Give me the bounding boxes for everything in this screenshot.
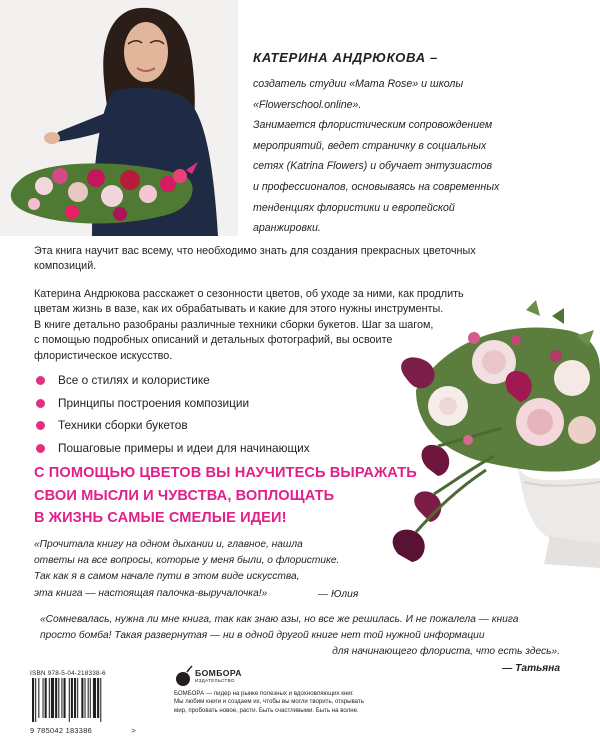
- barcode-bar: [69, 678, 70, 722]
- barcode-bar: [58, 678, 59, 718]
- feature-item: [36, 440, 310, 463]
- feature-label: Техники сборки букетов: [58, 418, 188, 433]
- bullet-icon: [36, 421, 45, 430]
- publisher-info-line: Мы любим книги и создаем их, чтобы вы могли творить, открывать: [174, 698, 364, 706]
- barcode-bar: [74, 678, 76, 718]
- slogan-line: В ЖИЗНЬ САМЫЕ СМЕЛЫЕ ИДЕИ!: [34, 510, 287, 527]
- description-line: флористическое искусство.: [34, 349, 173, 362]
- feature-item: [36, 395, 310, 418]
- author-bio-line: создатель студии «Mama Rose» и школы: [253, 78, 464, 90]
- description-line: В книге детально разобраны различные техники сборки букетов. Шаг за шагом,: [34, 318, 434, 331]
- author-bio-line: тенденциях флористики и европейской: [253, 201, 455, 214]
- review-line: эта книга — настоящая палочка-выручалочка!»: [34, 587, 268, 599]
- publisher-name: БОМБОРА: [195, 668, 242, 678]
- author-bio-line: и профессионалов, основываясь на современных: [253, 180, 500, 193]
- review-line: Так как я в самом начале пути в этом виде искусства,: [34, 571, 300, 583]
- barcode-bar: [61, 678, 62, 718]
- publisher-info-line: мир, пробовать новое, расти. Быть счастливыми. Быть на волне.: [174, 706, 359, 714]
- barcode-bar: [93, 678, 96, 718]
- feature-item: [36, 372, 310, 395]
- review-line: «Сомневалась, нужна ли мне книга, так как знаю азы, но все же решилась. И не пожалела — книга: [40, 614, 519, 625]
- isbn-label: ISBN 978-5-04-218338-6: [30, 670, 106, 677]
- author-bio-line: «Flowerschool.online».: [253, 98, 362, 111]
- barcode-bar: [88, 678, 89, 718]
- barcode: [30, 678, 136, 735]
- publisher-info: [174, 690, 364, 715]
- review-line: ответы на все вопросы, которые у меня были, о флористике.: [34, 555, 340, 567]
- barcode-bar: [32, 678, 34, 722]
- publisher-info-line: БОМБОРА — лидер на рынке полезных и вдохновляющих книг.: [174, 690, 354, 697]
- barcode-digits: 9 785042 183386: [30, 726, 93, 735]
- feature-label: Пошаговые примеры и идеи для начинающих: [58, 441, 310, 456]
- bullet-icon: [36, 399, 45, 408]
- barcode-bar: [64, 678, 66, 718]
- intro-paragraph: [34, 244, 476, 275]
- feature-label: Принципы построения композиции: [58, 395, 250, 410]
- author-photo: [0, 0, 238, 236]
- author-bio-line: Занимается флористическим сопровождением: [253, 119, 493, 132]
- review-julia: [34, 537, 339, 602]
- barcode-bar: [97, 678, 99, 718]
- barcode-bar: [85, 678, 86, 718]
- flower-arrangement-photo: [376, 300, 600, 600]
- barcode-suffix: >: [131, 726, 136, 735]
- feature-list: [36, 372, 310, 463]
- author-bio-line: сетях (Katrina Flowers) и обучает энтузиастов: [253, 160, 492, 173]
- feature-label: Все о стилях и колористике: [58, 373, 210, 387]
- author-name: КАТЕРИНА АНДРЮКОВА –: [253, 50, 438, 65]
- review-signature-tatiana: — Татьяна: [502, 662, 560, 674]
- author-bio-line: аранжировки.: [253, 222, 321, 235]
- slogan-line: С ПОМОЩЬЮ ЦВЕТОВ ВЫ НАУЧИТЕСЬ ВЫРАЖАТЬ: [34, 465, 417, 481]
- bullet-icon: [36, 376, 45, 385]
- author-bio: [253, 74, 583, 239]
- bomb-icon: [175, 665, 193, 687]
- publisher-logo: [175, 665, 242, 687]
- review-line: для начинающего флориста, что есть здесь».: [332, 646, 560, 658]
- barcode-bar: [90, 678, 91, 718]
- review-signature-julia: — Юлия: [318, 589, 359, 600]
- barcode-bar: [81, 678, 83, 718]
- description-line: цветам жизнь в вазе, как их обрабатывать и какие для этого нужны инструменты.: [34, 303, 444, 316]
- review-line: просто бомба! Такая развернутая — ни в одной другой книге нет той нужной информации: [40, 630, 485, 642]
- description-line: Катерина Андрюкова расскажет о сезонности цветов, об уходе за ними, как продлить: [34, 288, 464, 300]
- barcode-bar: [45, 678, 47, 718]
- author-bio-line: мероприятий, ведет страничку в социальных: [253, 139, 487, 152]
- author-block: [253, 48, 583, 239]
- barcode-bar: [77, 678, 78, 718]
- feature-item: [36, 417, 310, 440]
- bullet-icon: [36, 444, 45, 453]
- barcode-bar: [55, 678, 57, 718]
- barcode-bar: [71, 678, 73, 718]
- slogan-line: СВОИ МЫСЛИ И ЧУВСТВА, ВОПЛОЩАТЬ: [34, 487, 335, 504]
- review-line: «Прочитала книгу на одном дыхании и, главное, нашла: [34, 539, 303, 550]
- barcode-bar: [49, 678, 50, 718]
- intro-line: композиций.: [34, 260, 97, 273]
- review-tatiana: [40, 612, 560, 677]
- slogan: [34, 462, 417, 530]
- barcode-bar: [100, 678, 101, 722]
- description-line: с помощью подробных описаний и детальных фотографий, вы освоите: [34, 334, 393, 347]
- publisher-sub: ИЗДАТЕЛЬСТВО: [195, 678, 235, 683]
- barcode-bar: [43, 678, 44, 718]
- barcode-bar: [51, 678, 54, 718]
- barcode-bar: [38, 678, 39, 718]
- intro-line: Эта книга научит вас всему, что необходимо знать для создания прекрасных цветочных: [34, 245, 476, 257]
- barcode-bar: [35, 678, 36, 722]
